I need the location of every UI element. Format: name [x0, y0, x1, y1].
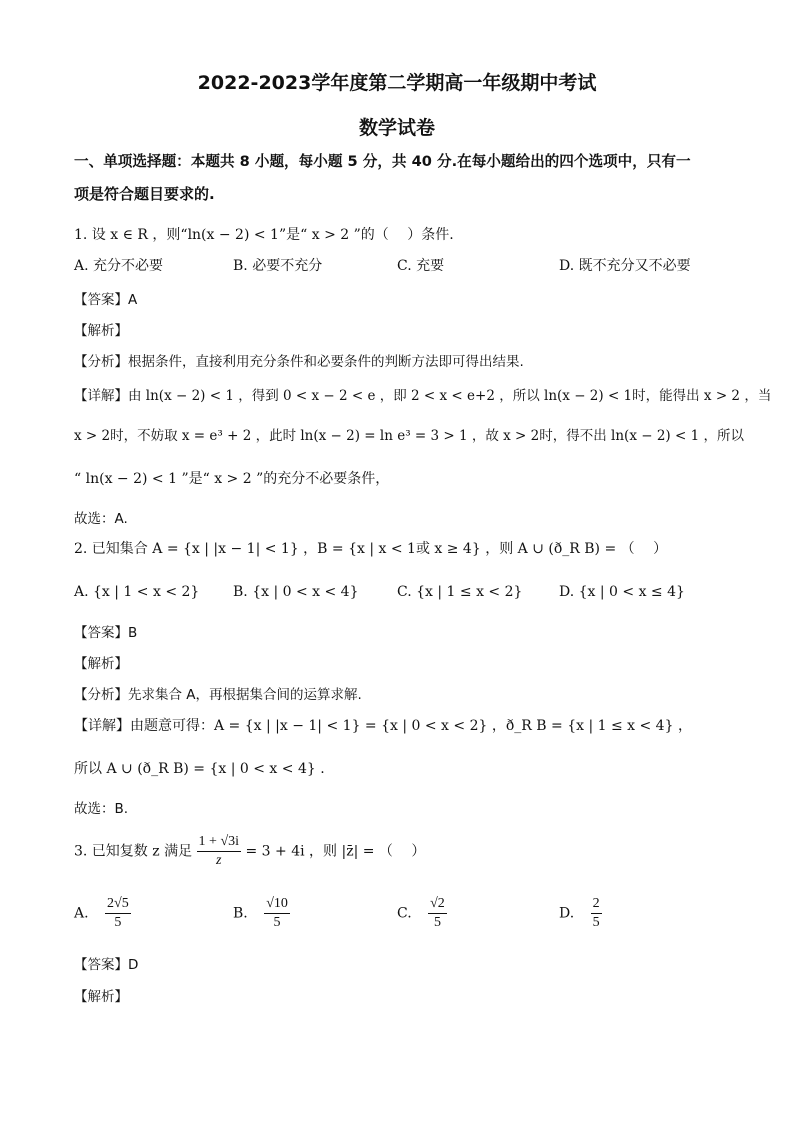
q3-option-b-numerator: √10	[264, 895, 290, 914]
q1-conclusion: 故选：A.	[74, 511, 128, 527]
q3-jiexi: 【解析】	[74, 989, 128, 1005]
q3-option-a	[74, 895, 131, 932]
q3-fraction-numerator: 1 + √3i	[197, 833, 241, 852]
q1-answer: 【答案】A	[74, 292, 138, 308]
q3-option-a-denominator: 5	[114, 915, 122, 930]
q1-option-c: C. 充要	[397, 258, 445, 274]
q2-detail-line-1: 【详解】由题意可得：A = {x | |x − 1| < 1} = {x | 0 < x < 2} ，ð_R B = {x | 1 ≤ x < 4} ，	[74, 718, 692, 734]
question-1-stem: 1. 设 x ∈ R ，则“ln(x − 2) < 1”是“ x > 2 ”的（ ）条件.	[74, 227, 454, 243]
q3-option-a-numerator: 2√5	[105, 895, 131, 914]
page-title: 2022-2023学年度第二学期高一年级期中考试	[197, 72, 597, 94]
q1-option-b: B. 必要不充分	[233, 258, 323, 274]
q3-option-c	[397, 895, 447, 932]
q3-fraction-denominator: z	[216, 853, 222, 868]
question-2-stem: 2. 已知集合 A = {x | |x − 1| < 1} ，B = {x | x < 1或 x ≥ 4} ，则 A ∪ (ð_R B) = （ ）	[74, 541, 668, 557]
page-subtitle: 数学试卷	[358, 117, 435, 139]
question-3-stem	[74, 833, 425, 870]
q1-option-a: A. 充分不必要	[74, 258, 164, 274]
q1-option-d: D. 既不充分又不必要	[559, 258, 691, 274]
q3-option-d-label: D.	[559, 905, 575, 922]
q2-jiexi: 【解析】	[74, 656, 128, 672]
q2-option-d: D. {x | 0 < x ≤ 4}	[559, 584, 685, 600]
q3-answer: 【答案】D	[74, 957, 139, 973]
q3-stem-fraction	[197, 833, 241, 870]
section-heading: 一、单项选择题：本题共 8 小题，每小题 5 分，共 40 分.在每小题给出的四个选项中，只有一	[74, 153, 691, 170]
q2-option-c: C. {x | 1 ≤ x < 2}	[397, 584, 523, 600]
q2-detail-line-2: 所以 A ∪ (ð_R B) = {x | 0 < x < 4} .	[74, 761, 325, 777]
q2-answer: 【答案】B	[74, 625, 138, 641]
q1-analysis: 【分析】根据条件，直接利用充分条件和必要条件的判断方法即可得出结果.	[74, 354, 524, 370]
q2-option-b: B. {x | 0 < x < 4}	[233, 584, 359, 600]
q3-option-c-label: C.	[397, 905, 412, 922]
q3-option-b-fraction	[264, 895, 290, 932]
q3-option-b-label: B.	[233, 905, 248, 922]
q3-option-c-denominator: 5	[433, 915, 441, 930]
q3-option-b	[233, 895, 290, 932]
q3-option-d	[559, 895, 602, 932]
q3-option-c-numerator: √2	[428, 895, 447, 914]
q3-stem-prefix: 3. 已知复数 z 满足	[74, 843, 193, 860]
section-heading-cont: 项是符合题目要求的.	[74, 185, 215, 203]
q3-stem-suffix: = 3 + 4i ，则 |z̄| = （ ）	[245, 843, 426, 860]
q3-option-d-denominator: 5	[592, 915, 600, 930]
q3-option-a-label: A.	[74, 905, 89, 922]
q2-conclusion: 故选：B.	[74, 801, 129, 817]
q1-detail-line-2: x > 2时，不妨取 x = e³ + 2 ，此时 ln(x − 2) = ln e³ = 3 > 1 ，故 x > 2时，得不出 ln(x − 2) < 1 ，所以	[74, 428, 744, 444]
q2-analysis: 【分析】先求集合 A，再根据集合间的运算求解.	[74, 687, 362, 703]
q1-detail-line-3: “ ln(x − 2) < 1 ”是“ x > 2 ”的充分不必要条件，	[74, 471, 390, 487]
q3-option-a-fraction	[105, 895, 131, 932]
q3-option-c-fraction	[428, 895, 447, 932]
q3-option-d-fraction	[591, 895, 602, 932]
q1-jiexi: 【解析】	[74, 323, 128, 339]
q2-option-a: A. {x | 1 < x < 2}	[74, 584, 200, 600]
q3-option-b-denominator: 5	[273, 915, 281, 930]
q3-option-d-numerator: 2	[591, 895, 602, 914]
q1-detail-line-1: 【详解】由 ln(x − 2) < 1 ，得到 0 < x − 2 < e ，即 2 < x < e+2 ，所以 ln(x − 2) < 1时，能得出 x > 2 ，当	[74, 388, 772, 404]
